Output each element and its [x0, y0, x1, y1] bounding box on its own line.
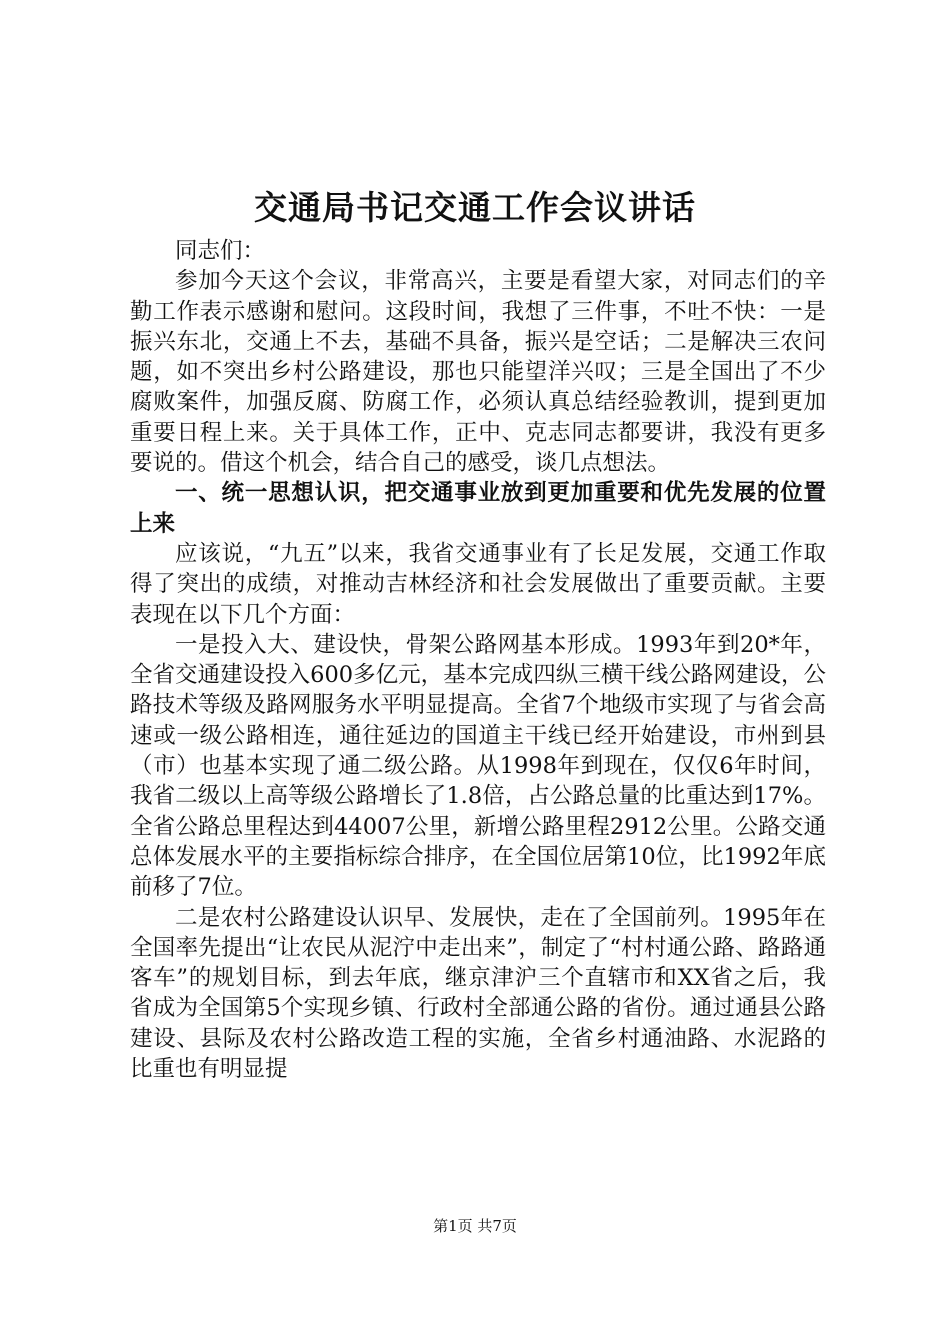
salutation: 同志们： — [175, 238, 266, 264]
paragraph-point-1: 一是投入大、建设快，骨架公路网基本形成。1993年到20*年，全省交通建设投入600多亿元，基本完成四纵三横干线公路网建设，公路技术等级及路网服务水平明显提高。全省7个地级市实现了与省会高速或一级公路相连，通往延边的国道主干线已经开始建设，市州到县（市）也基本实现了通二级公路。从1998年到现在，仅仅6年时间，我省二级以上高等级公路增长了1.8倍，占公路总量的比重达到17%。全省公路总里程达到44007公里，新增公路里程2912公里。公路交通总体发展水平的主要指标综合排序，在全国位居第10位，比1992年底前移了7位。 — [130, 631, 826, 901]
document-title: 交通局书记交通工作会议讲话 — [254, 188, 696, 227]
document-body — [130, 236, 826, 1084]
section-heading-1: 一、统一思想认识，把交通事业放到更加重要和优先发展的位置上来 — [130, 480, 826, 537]
paragraph-intro: 参加今天这个会议，非常高兴，主要是看望大家，对同志们的辛勤工作表示感谢和慰问。这段时间，我想了三件事，不吐不快：一是振兴东北，交通上不去，基础不具备，振兴是空话；二是解决三农问题，如不突出乡村公路建设，那也只能望洋兴叹；三是全国出了不少腐败案件，加强反腐、防腐工作，必须认真总结经验教训，提到更加重要日程上来。关于具体工作，正中、克志同志都要讲，我没有更多要说的。借这个机会，结合自己的感受，谈几点想法。 — [130, 268, 826, 477]
page-number-footer: 第1页 共7页 — [433, 1217, 517, 1235]
paragraph-point-2: 二是农村公路建设认识早、发展快，走在了全国前列。1995年在全国率先提出“让农民从泥泞中走出来”，制定了“村村通公路、路路通客车”的规划目标，到去年底，继京津沪三个直辖市和XX省之后，我省成为全国第5个实现乡镇、行政村全部通公路的省份。通过通县公路建设、县际及农村公路改造工程的实施，全省乡村通油路、水泥路的比重也有明显提 — [130, 904, 826, 1083]
paragraph-achievements: 应该说，“九五”以来，我省交通事业有了长足发展，交通工作取得了突出的成绩，对推动吉林经济和社会发展做出了重要贡献。主要表现在以下几个方面： — [130, 540, 826, 628]
